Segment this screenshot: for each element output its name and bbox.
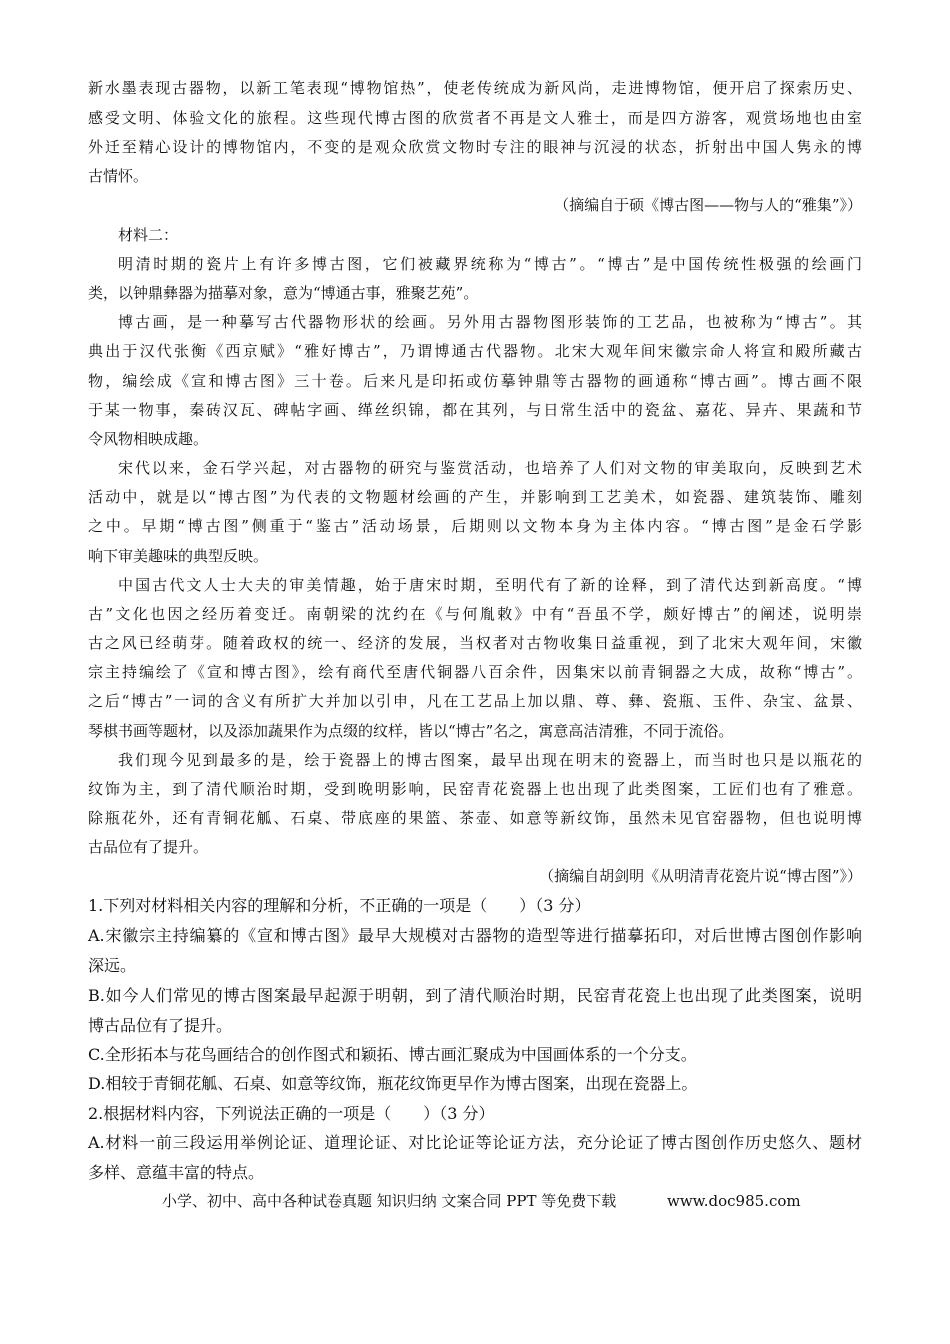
paragraph-line: 响下审美趣味的典型反映。 (88, 547, 269, 565)
paragraph-line: 明清时期的瓷片上有许多博古图，它们被藏界统称为“博古”。“博古”是中国传统性极强的绘画门 (118, 255, 862, 273)
material1-line: 感受文明、体验文化的旅程。这些现代博古图的欣赏者不再是文人雅士，而是四方游客，观赏场地也由室 (88, 109, 862, 127)
source-citation: （摘编自胡剑明《从明清青花瓷片说“博古图”》） (539, 867, 862, 885)
paragraph-line: 宋代以来，金石学兴起，对古器物的研究与鉴赏活动，也培养了人们对文物的审美取向，反映到艺术 (118, 459, 862, 477)
option-line: D.相较于青铜花觚、石桌、如意等纹饰，瓶花纹饰更早作为博古图案，出现在瓷器上。 (88, 1074, 698, 1093)
question-stem: 2.根据材料内容，下列说法正确的一项是（ ）（3 分） (88, 1104, 495, 1123)
paragraph-line: 宗主持编绘了《宣和博古图》，绘有商代至唐代铜器八百余件，因集宋以前青铜器之大成，故称“博古”。 (88, 663, 862, 681)
section-heading: 材料二： (118, 226, 179, 244)
footer-link[interactable]: www.doc985.com (667, 1192, 801, 1210)
paragraph-line: 之中。早期“博古图”侧重于“鉴古”活动场景，后期则以文物本身为主体内容。“博古图”是金石学影 (88, 517, 862, 535)
option-line: 多样、意蕴丰富的特点。 (88, 1163, 265, 1182)
paragraph-line: 除瓶花外，还有青铜花觚、石桌、带底座的果篮、茶壶、如意等新纹饰，虽然未见官窑器物，但也说明博 (88, 809, 862, 827)
material1-line: 古情怀。 (88, 167, 149, 185)
paragraph-line: 于某一物事，秦砖汉瓦、碑帖字画、缂丝织锦，都在其列，与日常生活中的瓷盆、嘉花、异卉、果蔬和节 (88, 401, 862, 419)
paragraph-line: 古之风已经萌芽。随着政权的统一、经济的发展，当权者对古物收集日益重视，到了北宋大观年间，宋徽 (88, 634, 862, 652)
paragraph-line: 我们现今见到最多的是，绘于瓷器上的博古图案，最早出现在明末的瓷器上，而当时也只是以瓶花的 (118, 751, 862, 769)
paragraph-line: 类，以钟鼎彝器为描摹对象，意为“博通古事，雅聚艺苑”。 (88, 284, 479, 302)
footer-text: 小学、初中、高中各种试卷真题 知识归纳 文案合同 PPT 等免费下载 (162, 1192, 617, 1210)
paragraph-line: 典出于汉代张衡《西京赋》“雅好博古”，乃谓博通古代器物。北宋大观年间宋徽宗命人将宣和殿所藏古 (88, 342, 862, 360)
paragraph-line: 纹饰为主，到了清代顺治时期，受到晚明影响，民窑青花瓷器上也出现了此类图案，工匠们也有了雅意。 (88, 780, 862, 798)
option-line: C.全形拓本与花鸟画结合的创作图式和颖拓、博古画汇聚成为中国画体系的一个分支。 (88, 1045, 697, 1064)
paragraph-line: 博古画，是一种摹写古代器物形状的绘画。另外用古器物图形装饰的工艺品，也被称为“博古”。其 (118, 313, 862, 331)
paragraph-line: 物，编绘成《宣和博古图》三十卷。后来凡是印拓或仿摹钟鼎等古器物的画通称“博古画”。博古画不限 (88, 372, 862, 390)
question-stem: 1.下列对材料相关内容的理解和分析，不正确的一项是（ ）（3 分） (88, 896, 591, 915)
material1-line: 新水墨表现古器物，以新工笔表现“博物馆热”，使老传统成为新风尚，走进博物馆，便开启了探索历史、 (88, 79, 862, 97)
source-citation: （摘编自于硕《博古图——物与人的“雅集”》） (554, 196, 862, 214)
paragraph-line: 琴棋书画等题材，以及添加蔬果作为点缀的纹样，皆以“博古”名之，寓意高洁清雅，不同于流俗。 (88, 722, 734, 740)
paragraph-line: 中国古代文人士大夫的审美情趣，始于唐宋时期，至明代有了新的诠释，到了清代达到新高度。“博 (118, 576, 862, 594)
option-line: A.材料一前三段运用举例论证、道理论证、对比论证等论证方法，充分论证了博古图创作历史悠久、题材 (88, 1133, 862, 1152)
option-line: A.宋徽宗主持编纂的《宣和博古图》最早大规模对古器物的造型等进行描摹拓印，对后世博古图创作影响 (88, 926, 862, 945)
option-line: 深远。 (88, 956, 137, 975)
paragraph-line: 古”文化也因之经历着变迁。南朝梁的沈约在《与何胤敕》中有“吾虽不学，颇好博古”的阐述，说明崇 (88, 605, 862, 623)
paragraph-line: 活动中，就是以“博古图”为代表的文物题材绘画的产生，并影响到工艺美术，如瓷器、建筑装饰、雕刻 (88, 488, 862, 506)
paragraph-line: 之后“博古”一词的含义有所扩大并加以引申，凡在工艺品上加以鼎、尊、彝、瓷瓶、玉件、杂宝、盆景、 (88, 692, 862, 710)
paragraph-line: 古品位有了提升。 (88, 838, 209, 856)
option-line: B.如今人们常见的博古图案最早起源于明朝，到了清代顺治时期，民窑青花瓷上也出现了此类图案，说明 (88, 986, 862, 1005)
option-line: 博古品位有了提升。 (88, 1016, 233, 1035)
material1-line: 外迁至精心设计的博物馆内，不变的是观众欣赏文物时专注的眼神与沉浸的状态，折射出中国人隽永的博 (88, 138, 862, 156)
paragraph-line: 令风物相映成趣。 (88, 430, 209, 448)
